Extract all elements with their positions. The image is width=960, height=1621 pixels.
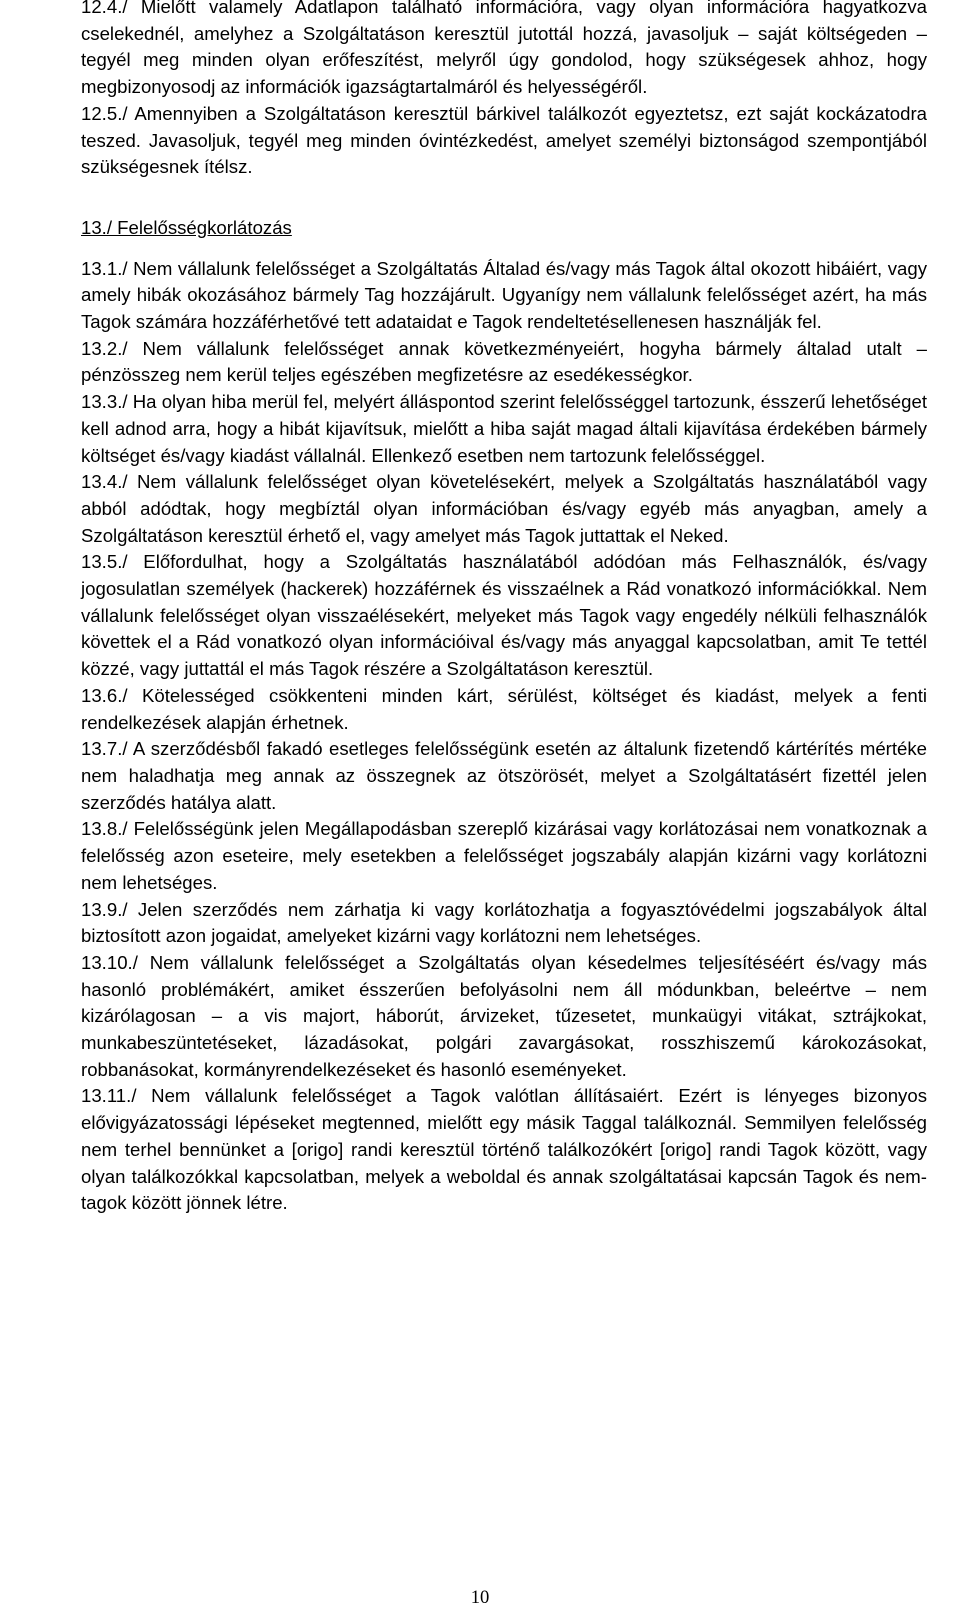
document-page: [81, 0, 927, 1217]
paragraph-13-4: 13.4./ Nem vállalunk felelősséget olyan követelésekért, melyek a Szolgáltatás használatából vagy abból adódtak, hogy megbíztál olyan információban és/vagy egyéb más anyagban, amely a Szolgáltatáson keresztül érhető el, vagy amelyet más Tagok juttattak el Neked.: [81, 471, 927, 546]
paragraph-13-1: 13.1./ Nem vállalunk felelősséget a Szolgáltatás Általad és/vagy más Tagok által okozott hibáiért, vagy amely hibák okozásához bármely Tag hozzájárult. Ugyanígy nem vállalunk felelősséget azért, ha más Tagok számára hozzáférhetővé tett adataidat e Tagok rendeltetésellenesen használják fel.: [81, 257, 927, 333]
paragraph-13-6: 13.6./ Kötelességed csökkenteni minden kárt, sérülést, költséget és kiadást, melyek a fenti rendelkezések alapján érhetnek.: [81, 684, 927, 733]
page-number: 10: [470, 1587, 490, 1608]
paragraph-13-11: 13.11./ Nem vállalunk felelősséget a Tagok valótlan állításaiért. Ezért is lényeges bizonyos elővigyázatossági lépéseket megtenned, mielőtt egy másik Taggal találkoznál. Semmilyen felelősség nem terhel bennünket a [origo] randi keresztül történő találkozókért [origo] randi Tagok között, vagy olyan találkozókkal kapcsolatban, melyek a weboldal és annak szolgáltatásai kapcsán Tagok és nem-tagok között jönnek létre.: [81, 1085, 927, 1214]
paragraph-13-7: 13.7./ A szerződésből fakadó esetleges felelősségünk esetén az általunk fizetendő kártérítés mértéke nem haladhatja meg annak az összegnek az ötszörösét, melyet a Szolgáltatásért fizettél jelen szerződés hatálya alatt.: [81, 738, 927, 813]
paragraph-12-4: 12.4./ Mielőtt valamely Adatlapon található információra, vagy olyan információra hagyatkozva cselekednél, amelyhez a Szolgáltatáson keresztül jutottál hozzá, javasoljuk – saját költségeden – tegyél meg minden olyan erőfeszítést, melyről úgy gondolod, hogy szükségesek ahhoz, hogy megbizonyosodj az információk igazságtartalmáról és helyességéről.: [81, 0, 927, 98]
paragraph-13-3: 13.3./ Ha olyan hiba merül fel, melyért álláspontod szerint felelősséggel tartozunk, ésszerű lehetőséget kell adnod arra, hogy a hibát kijavítsuk, mielőtt a hiba saját magad általi kijavítása érdekében bármely költséget és/vagy kiadást vállalnál. Ellenkező esetben nem tartozunk felelősséggel.: [81, 391, 927, 466]
paragraph-13-2: 13.2./ Nem vállalunk felelősséget annak következményeiért, hogyha bármely általad utalt – pénzösszeg nem kerül teljes egészében megfizetésre az esedékességkor.: [81, 337, 927, 386]
section-heading: 13./ Felelősségkorlátozás: [81, 216, 292, 238]
paragraph-13-8: 13.8./ Felelősségünk jelen Megállapodásban szereplő kizárásai vagy korlátozásai nem vonatkoznak a felelősség azon eseteire, mely esetekben a felelősséget jogszabály alapján kizárni vagy korlátozni nem lehetséges.: [81, 818, 927, 893]
paragraph-13-10: 13.10./ Nem vállalunk felelősséget a Szolgáltatás olyan késedelmes teljesítéséért és/vagy más hasonló problémákért, amiket ésszerűen befolyásolni nem áll módunkban, beleértve – nem kizárólagosan – a vis majort, háborút, árvizeket, tűzesetet, munkaügyi vitákat, sztrájkokat, munkabeszüntetéseket, lázadásokat, polgári zavargásokat, rosszhiszemű károkozásokat, robbanásokat, kormányrendelkezéseket és hasonló eseményeket.: [81, 951, 927, 1080]
paragraph-13-9: 13.9./ Jelen szerződés nem zárhatja ki vagy korlátozhatja a fogyasztóvédelmi jogszabályok által biztosított azon jogaidat, amelyeket kizárni vagy korlátozni nem lehetséges.: [81, 898, 927, 947]
paragraph-12-5: 12.5./ Amennyiben a Szolgáltatáson keresztül bárkivel találkozót egyeztetsz, ezt saját kockázatodra teszed. Javasoljuk, tegyél meg minden óvintézkedést, amelyet személyi biztonságod szempontjából szükségesnek ítélsz.: [81, 102, 927, 178]
paragraph-13-5: 13.5./ Előfordulhat, hogy a Szolgáltatás használatából adódóan más Felhasználók, és/vagy jogosulatlan személyek (hackerek) hozzáférnek és visszaélnek a Rád vonatkozó információkkal. Nem vállalunk felelősséget olyan visszaélésekért, melyeket más Tagok vagy engedély nélküli felhasználók követtek el a Rád vonatkozó olyan információival és/vagy más anyaggal kapcsolatban, amit Te tettél közzé, vagy juttattál el más Tagok részére a Szolgáltatáson keresztül.: [81, 551, 927, 680]
